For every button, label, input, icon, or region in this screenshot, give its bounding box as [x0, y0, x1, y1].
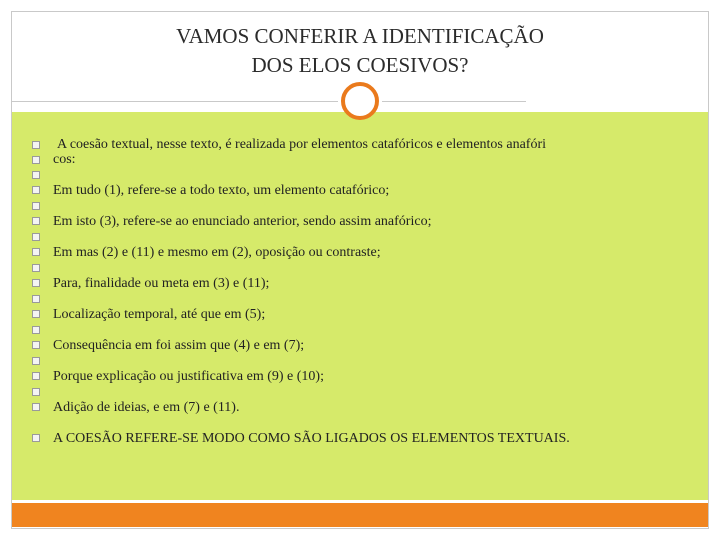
list-item: Porque explicação ou justificativa em (9) e (10); — [53, 369, 324, 384]
bullet-marker — [32, 295, 40, 303]
bullet-marker — [32, 372, 40, 380]
list-item: Localização temporal, até que em (5); — [53, 307, 266, 322]
title-line-1: VAMOS CONFERIR A IDENTIFICAÇÃO — [176, 24, 544, 48]
bullet-marker — [32, 171, 40, 179]
bullet-marker — [32, 434, 40, 442]
title-divider-left — [12, 101, 338, 102]
list-item: Em mas (2) e (11) e mesmo em (2), oposição ou contraste; — [53, 245, 381, 260]
bullet-marker — [32, 156, 40, 164]
bullet-marker — [32, 248, 40, 256]
bullet-marker — [32, 341, 40, 349]
bullet-marker — [32, 141, 40, 149]
footer-bar — [12, 503, 708, 527]
bullet-marker — [32, 403, 40, 411]
intro-text-line-2: cos: — [53, 152, 76, 167]
bullet-marker — [32, 264, 40, 272]
bullet-marker — [32, 310, 40, 318]
list-item: Para, finalidade ou meta em (3) e (11); — [53, 276, 270, 291]
title-divider-right — [382, 101, 526, 102]
bullet-marker — [32, 233, 40, 241]
list-item: Consequência em foi assim que (4) e em (7); — [53, 338, 305, 353]
bullet-marker — [32, 326, 40, 334]
title-line-2: DOS ELOS COESIVOS? — [251, 53, 469, 77]
list-item: Em tudo (1), refere-se a todo texto, um elemento catafórico; — [53, 183, 390, 198]
bullet-marker — [32, 217, 40, 225]
bullet-marker — [32, 279, 40, 287]
closing-statement: A COESÃO REFERE-SE MODO COMO SÃO LIGADOS OS ELEMENTOS TEXTUAIS. — [53, 431, 570, 446]
bullet-marker — [32, 357, 40, 365]
bullet-marker — [32, 388, 40, 396]
list-item: Adição de ideias, e em (7) e (11). — [53, 400, 240, 415]
list-item: Em isto (3), refere-se ao enunciado anterior, sendo assim anafórico; — [53, 214, 432, 229]
bullet-marker — [32, 186, 40, 194]
slide-title — [12, 22, 708, 80]
bullet-marker — [32, 202, 40, 210]
circle-ornament-icon — [341, 82, 379, 120]
intro-text-line-1: A coesão textual, nesse texto, é realizada por elementos catafóricos e elementos anafóri — [57, 137, 547, 152]
